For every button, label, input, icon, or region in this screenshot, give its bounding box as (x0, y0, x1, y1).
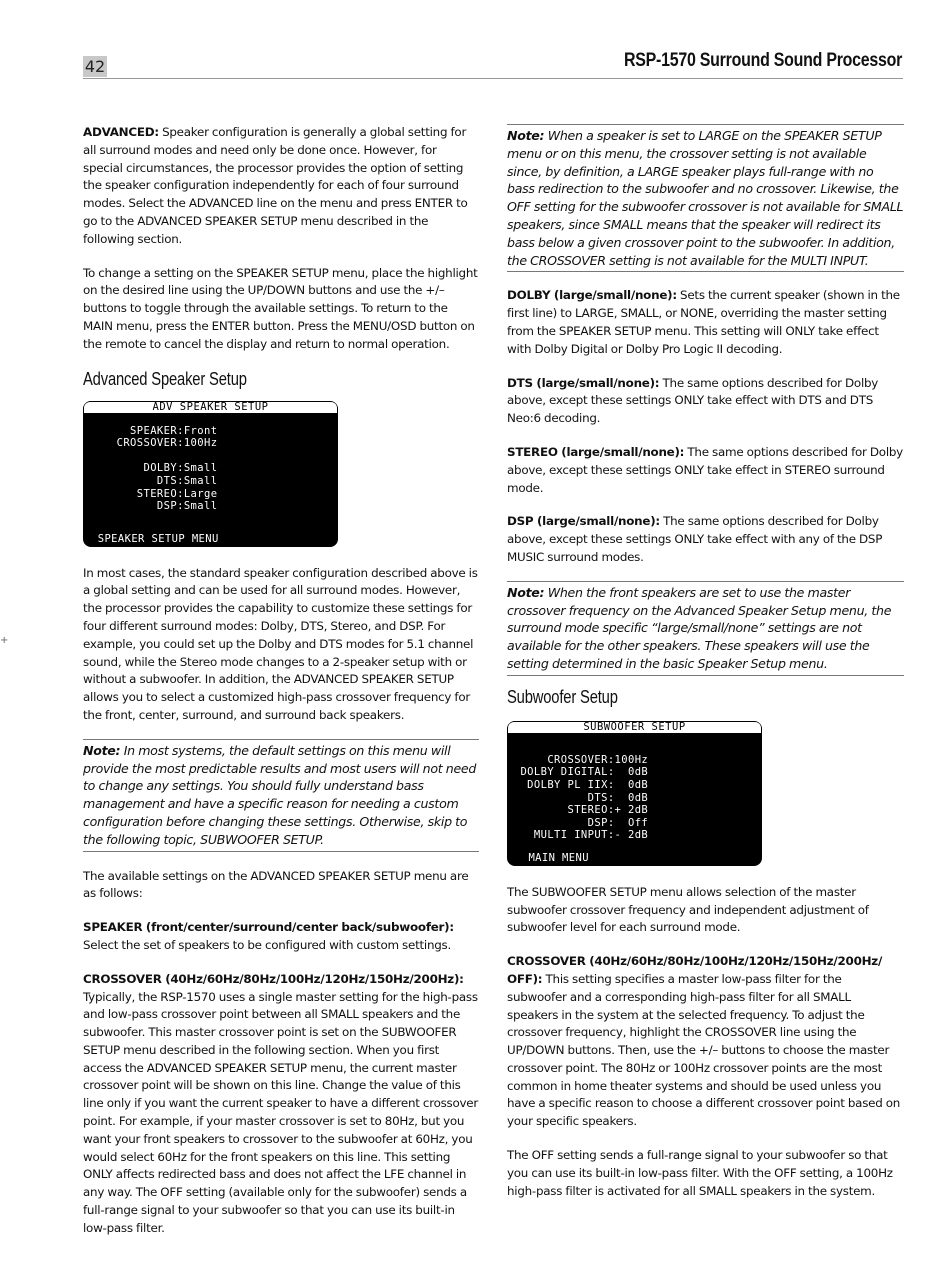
dts-paragraph (507, 375, 904, 428)
note-box (83, 739, 479, 852)
screen-lines: SPEAKER:Front CROSSOVER:100Hz DOLBY:Small DTS:Small STEREO:Large DSP:Small (116, 424, 218, 513)
stereo-text: The same options described for Dolby above, except these settings ONLY take effect in STEREO surround mode. (507, 444, 903, 495)
subwoofer-crossover-paragraph (507, 953, 904, 1131)
subwoofer-intro-paragraph: The SUBWOOFER SETUP menu allows selection of the master subwoofer crossover frequency and independent adjustment of subwoofer level for each surround mode. (507, 884, 869, 935)
speaker-lead: SPEAKER (front/center/surround/center back/subwoofer): (83, 920, 454, 935)
dolby-lead: DOLBY (large/small/none): (507, 288, 677, 303)
note-text: When a speaker is set to LARGE on the SPEAKER SETUP menu or on this menu, the crossover setting is not available since, by definition, a LARGE speaker plays full-range with no bass redirection to the subwoofer and no crossover. Likewise, the OFF setting for the subwoofer crossover is not available for SMALL speakers, since SMALL means that the speaker will redirect its bass below a given crossover point to the subwoofer. In addition, the CROSSOVER setting is not available for the MULTI INPUT. (507, 128, 904, 268)
note-text: In most systems, the default settings on this menu will provide the most predictable results and most users will not need to change any settings. You should fully understand bass management and have a specific reason for needing a custom configuration before changing these settings. Otherwise, skip to the following topic, SUBWOOFER SETUP. (83, 742, 477, 847)
adv-speaker-setup-screen (83, 401, 338, 547)
speaker-paragraph (83, 919, 479, 955)
header-rule (83, 78, 903, 79)
subwoofer-crossover-text: This setting specifies a master low-pass filter for the subwoofer and a corresponding high-pass filter for all SMALL speakers in the system at the selected frequency. To adjust the crossover frequency, highlight the CROSSOVER line using the UP/DOWN buttons. Then, use the +/– buttons to choose the master crossover point. The 80Hz or 100Hz crossover points are the most common in home theater systems and should be used unless you have a specific reason to choose a different crossover point based on your specific speakers. (507, 971, 901, 1129)
note-box (507, 581, 904, 676)
note-lead: Note: (83, 742, 121, 758)
advanced-paragraph (83, 124, 479, 249)
dts-text: The same options described for Dolby above, except these settings ONLY take effect with DTS and DTS Neo:6 decoding. (507, 375, 879, 426)
stereo-paragraph (507, 444, 904, 497)
available-settings-paragraph: The available settings on the ADVANCED SPEAKER SETUP menu are as follows: (83, 868, 469, 901)
crossover-lead: CROSSOVER (40Hz/60Hz/80Hz/100Hz/120Hz/150Hz/200Hz): (83, 971, 464, 986)
crossover-paragraph (83, 971, 479, 1238)
screen-title: SUBWOOFER SETUP (507, 721, 762, 734)
dsp-lead: DSP (large/small/none): (507, 514, 660, 529)
off-setting-paragraph: The OFF setting sends a full-range signal to your subwoofer so that you can use its built-in low-pass filter. With the OFF setting, a 100Hz high-pass filter is activated for all SMALL speakers in the system. (507, 1148, 893, 1198)
change-setting-paragraph: To change a setting on the SPEAKER SETUP menu, place the highlight on the desired line using the UP/DOWN buttons and use the +/– buttons to toggle through the available settings. To return to the MAIN menu, press the ENTER button. Press the MENU/OSD button on the remote to cancel the display and return to normal operation. (83, 265, 478, 351)
right-column (507, 124, 904, 1200)
stereo-lead: STEREO (large/small/none): (507, 444, 685, 459)
subwoofer-setup-heading: Subwoofer Setup (507, 686, 618, 707)
dsp-text: The same options described for Dolby above, except these settings ONLY take effect with any of the DSP MUSIC surround modes. (507, 514, 883, 564)
note-lead: Note: (507, 128, 545, 143)
crossover-text: Typically, the RSP-1570 uses a single master setting for the high-pass and low-pass crossover point between all SMALL speakers and the subwoofer. This master crossover point is set on the SUBWOOFER SETUP menu described in the following section. When you first access the ADVANCED SPEAKER SETUP menu, the current master crossover point will be shown on this line. Change the value of this line only if you want the current speaker to have a different crossover point. For example, if your master crossover is set to 80Hz, but you want your front speakers to crossover to the subwoofer at 60Hz, you would select 60Hz for the front speakers on this line. This setting ONLY affects redirected bass and does not affect the LFE channel in any way. The OFF setting (available only for the subwoofer) sends a full-range signal to your subwoofer so that you can use its built-in low-pass filter. (83, 989, 479, 1235)
screen-footer: MAIN MENU (515, 852, 589, 865)
left-column (83, 124, 479, 1238)
dts-lead: DTS (large/small/none): (507, 375, 660, 390)
most-cases-paragraph: In most cases, the standard speaker configuration described above is a global setting and can be used for all surround modes. However, the processor provides the capability to customize these settings for four different surround modes: Dolby, DTS, Stereo, and DSP. For example, you could set up the Dolby and DTS modes for 5.1 channel sound, while the Stereo mode changes to a 2-speaker setup with or without a subwoofer. In addition, the ADVANCED SPEAKER SETUP allows you to select a customized high-pass crossover frequency for the front, center, surround, and surround back speakers. (83, 565, 478, 722)
running-title: RSP-1570 Surround Sound Processor (623, 50, 902, 71)
dolby-text: Sets the current speaker (shown in the first line) to LARGE, SMALL, or NONE, overriding the master setting from the SPEAKER SETUP menu. This setting will ONLY take effect with Dolby Digital or Dolby Pro Logic II decoding. (507, 288, 900, 356)
advanced-text: Speaker configuration is generally a global setting for all surround modes and need only be done once. However, for special circumstances, the processor provides the option of setting the speaker configuration independently for each of four surround modes. Select the ADVANCED line on the menu and press ENTER to go to the ADVANCED SPEAKER SETUP menu described in the following section. (83, 125, 468, 246)
advanced-speaker-setup-heading: Advanced Speaker Setup (83, 368, 247, 389)
subwoofer-setup-screen (507, 721, 762, 866)
page-number: 42 (84, 57, 106, 76)
speaker-text: Select the set of speakers to be configured with custom settings. (83, 937, 452, 952)
subwoofer-crossover-lead: CROSSOVER (40Hz/60Hz/80Hz/100Hz/120Hz/150Hz/200Hz/ OFF): (507, 954, 883, 986)
screen-lines: CROSSOVER:100Hz DOLBY DIGITAL: 0dB DOLBY PL IIX: 0dB DTS: 0dB STEREO:+ 2dB DSP: Off MULTI INPUT:- 2dB (520, 753, 649, 842)
screen-title: ADV SPEAKER SETUP (83, 401, 338, 414)
advanced-lead: ADVANCED: (83, 125, 159, 139)
dolby-paragraph (507, 287, 904, 358)
crop-mark: + (0, 635, 9, 646)
note-box (507, 124, 904, 272)
screen-footer: SPEAKER SETUP MENU (91, 532, 219, 545)
dsp-paragraph (507, 513, 904, 566)
note-text: When the front speakers are set to use the master crossover frequency on the Advanced Speaker Setup menu, the surround mode specific “large/small/none” settings are not available for the other speakers. These speakers will use the setting determined in the basic Speaker Setup menu. (507, 584, 892, 671)
note-lead: Note: (507, 584, 545, 600)
